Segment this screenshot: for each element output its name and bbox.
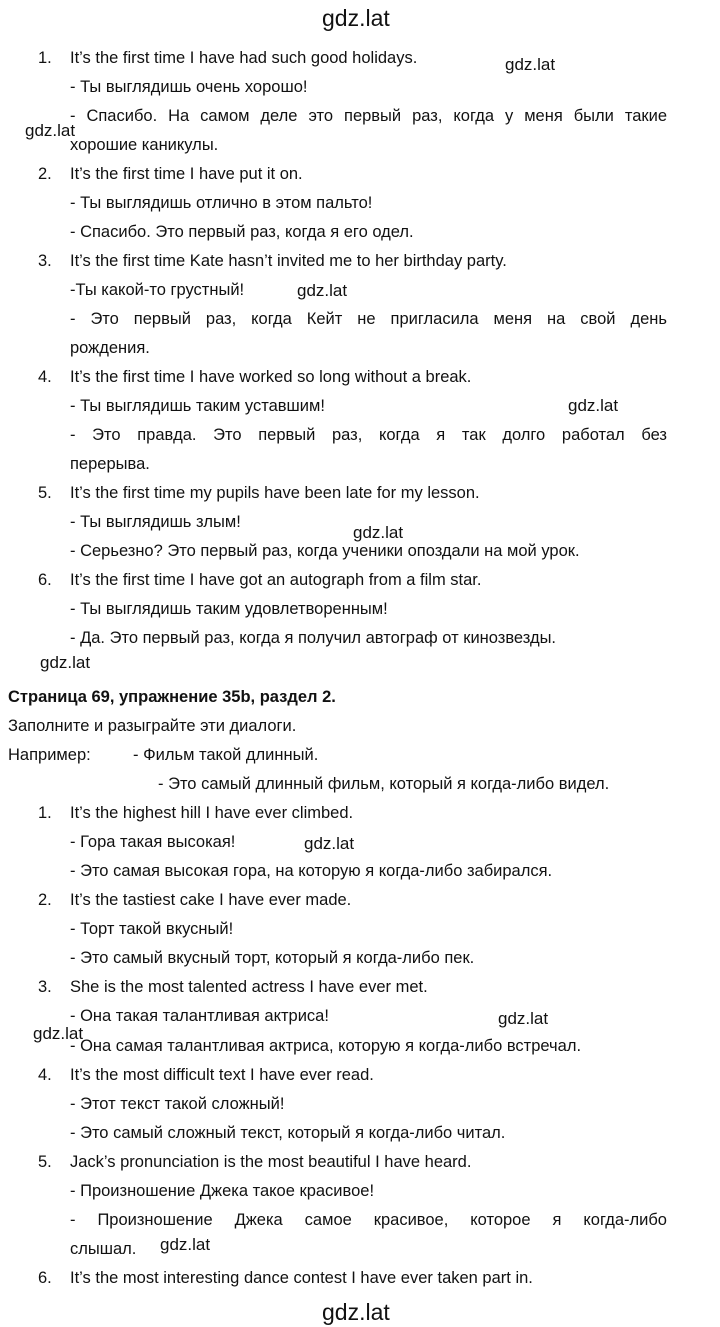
example-line: - Это самый длинный фильм, который я когда-либо видел. bbox=[158, 775, 610, 793]
dialog-line: хорошие каникулы. bbox=[70, 136, 219, 154]
dialog-line: - Спасибо. На самом деле это первый раз, когда у меня были такие bbox=[70, 107, 667, 125]
watermark-top: gdz.lat bbox=[322, 5, 390, 31]
watermark: gdz.lat bbox=[304, 834, 355, 853]
item-number: 1. bbox=[38, 49, 52, 67]
dialog-line: - Торт такой вкусный! bbox=[70, 920, 234, 938]
watermark: gdz.lat bbox=[505, 55, 556, 74]
item-number: 2. bbox=[38, 165, 52, 183]
dialog-line: - Ты выглядишь таким удовлетворенным! bbox=[70, 600, 388, 618]
item-number: 1. bbox=[38, 804, 52, 822]
english-sentence: She is the most talented actress I have ever met. bbox=[70, 978, 428, 996]
dialog-line: - Она такая талантливая актриса! bbox=[70, 1007, 329, 1025]
dialog-line: рождения. bbox=[70, 339, 150, 357]
english-sentence: It’s the most interesting dance contest I have ever taken part in. bbox=[70, 1269, 533, 1287]
dialog-line: - Гора такая высокая! bbox=[70, 833, 236, 851]
english-sentence: It’s the tastiest cake I have ever made. bbox=[70, 891, 352, 909]
dialog-line: - Да. Это первый раз, когда я получил автограф от кинозвезды. bbox=[70, 629, 557, 647]
item-number: 4. bbox=[38, 1066, 52, 1084]
watermark: gdz.lat bbox=[25, 121, 76, 140]
dialog-line: перерыва. bbox=[70, 455, 150, 473]
english-sentence: It’s the first time I have got an autograph from a film star. bbox=[70, 571, 482, 589]
exercise-heading: Страница 69, упражнение 35b, раздел 2. bbox=[8, 688, 336, 706]
dialog-line: - Ты выглядишь таким уставшим! bbox=[70, 397, 325, 415]
dialog-line: - Ты выглядишь отлично в этом пальто! bbox=[70, 194, 373, 212]
example-line: - Фильм такой длинный. bbox=[133, 746, 319, 764]
dialog-line: - Серьезно? Это первый раз, когда ученики опоздали на мой урок. bbox=[70, 542, 580, 560]
dialog-line: - Произношение Джека такое красивое! bbox=[70, 1182, 375, 1200]
item-number: 2. bbox=[38, 891, 52, 909]
item-number: 6. bbox=[38, 571, 52, 589]
english-sentence: It’s the first time I have worked so long without a break. bbox=[70, 368, 472, 386]
dialog-line: - Это самая высокая гора, на которую я когда-либо забирался. bbox=[70, 862, 553, 880]
english-sentence: It’s the highest hill I have ever climbed. bbox=[70, 804, 354, 822]
watermark-bottom: gdz.lat bbox=[322, 1299, 390, 1325]
english-sentence: It’s the first time I have had such good holidays. bbox=[70, 49, 418, 67]
dialog-line: - Это самый вкусный торт, который я когда-либо пек. bbox=[70, 949, 475, 967]
watermark: gdz.lat bbox=[160, 1235, 211, 1254]
dialog-line: - Это первый раз, когда Кейт не пригласила меня на свой день bbox=[70, 310, 667, 328]
dialog-line: - Она самая талантливая актриса, которую я когда-либо встречал. bbox=[70, 1037, 582, 1055]
watermark: gdz.lat bbox=[498, 1009, 549, 1028]
english-sentence: It’s the first time Kate hasn’t invited me to her birthday party. bbox=[70, 252, 507, 270]
item-number: 5. bbox=[38, 484, 52, 502]
watermark: gdz.lat bbox=[353, 523, 404, 542]
dialog-line: - Этот текст такой сложный! bbox=[70, 1095, 285, 1113]
english-sentence: It’s the most difficult text I have ever read. bbox=[70, 1066, 374, 1084]
watermark: gdz.lat bbox=[568, 396, 619, 415]
dialog-line: - Спасибо. Это первый раз, когда я его одел. bbox=[70, 223, 414, 241]
english-sentence: It’s the first time I have put it on. bbox=[70, 165, 303, 183]
dialog-line: - Ты выглядишь очень хорошо! bbox=[70, 78, 308, 96]
item-number: 3. bbox=[38, 252, 52, 270]
item-number: 4. bbox=[38, 368, 52, 386]
item-number: 6. bbox=[38, 1269, 52, 1287]
dialog-line: - Это самый сложный текст, который я когда-либо читал. bbox=[70, 1124, 506, 1142]
watermark: gdz.lat bbox=[33, 1024, 84, 1043]
dialog-line: - Произношение Джека самое красивое, которое я когда-либо bbox=[70, 1211, 667, 1229]
example-label: Например: bbox=[8, 746, 91, 764]
dialog-line: -Ты какой-то грустный! bbox=[70, 281, 245, 299]
watermark: gdz.lat bbox=[40, 653, 91, 672]
dialog-line: слышал. bbox=[70, 1240, 137, 1258]
english-sentence: It’s the first time my pupils have been late for my lesson. bbox=[70, 484, 480, 502]
english-sentence: Jack’s pronunciation is the most beautiful I have heard. bbox=[70, 1153, 472, 1171]
watermark: gdz.lat bbox=[297, 281, 348, 300]
instruction: Заполните и разыграйте эти диалоги. bbox=[8, 717, 297, 735]
dialog-line: - Это правда. Это первый раз, когда я так долго работал без bbox=[70, 426, 667, 444]
item-number: 3. bbox=[38, 978, 52, 996]
dialog-line: - Ты выглядишь злым! bbox=[70, 513, 241, 531]
item-number: 5. bbox=[38, 1153, 52, 1171]
